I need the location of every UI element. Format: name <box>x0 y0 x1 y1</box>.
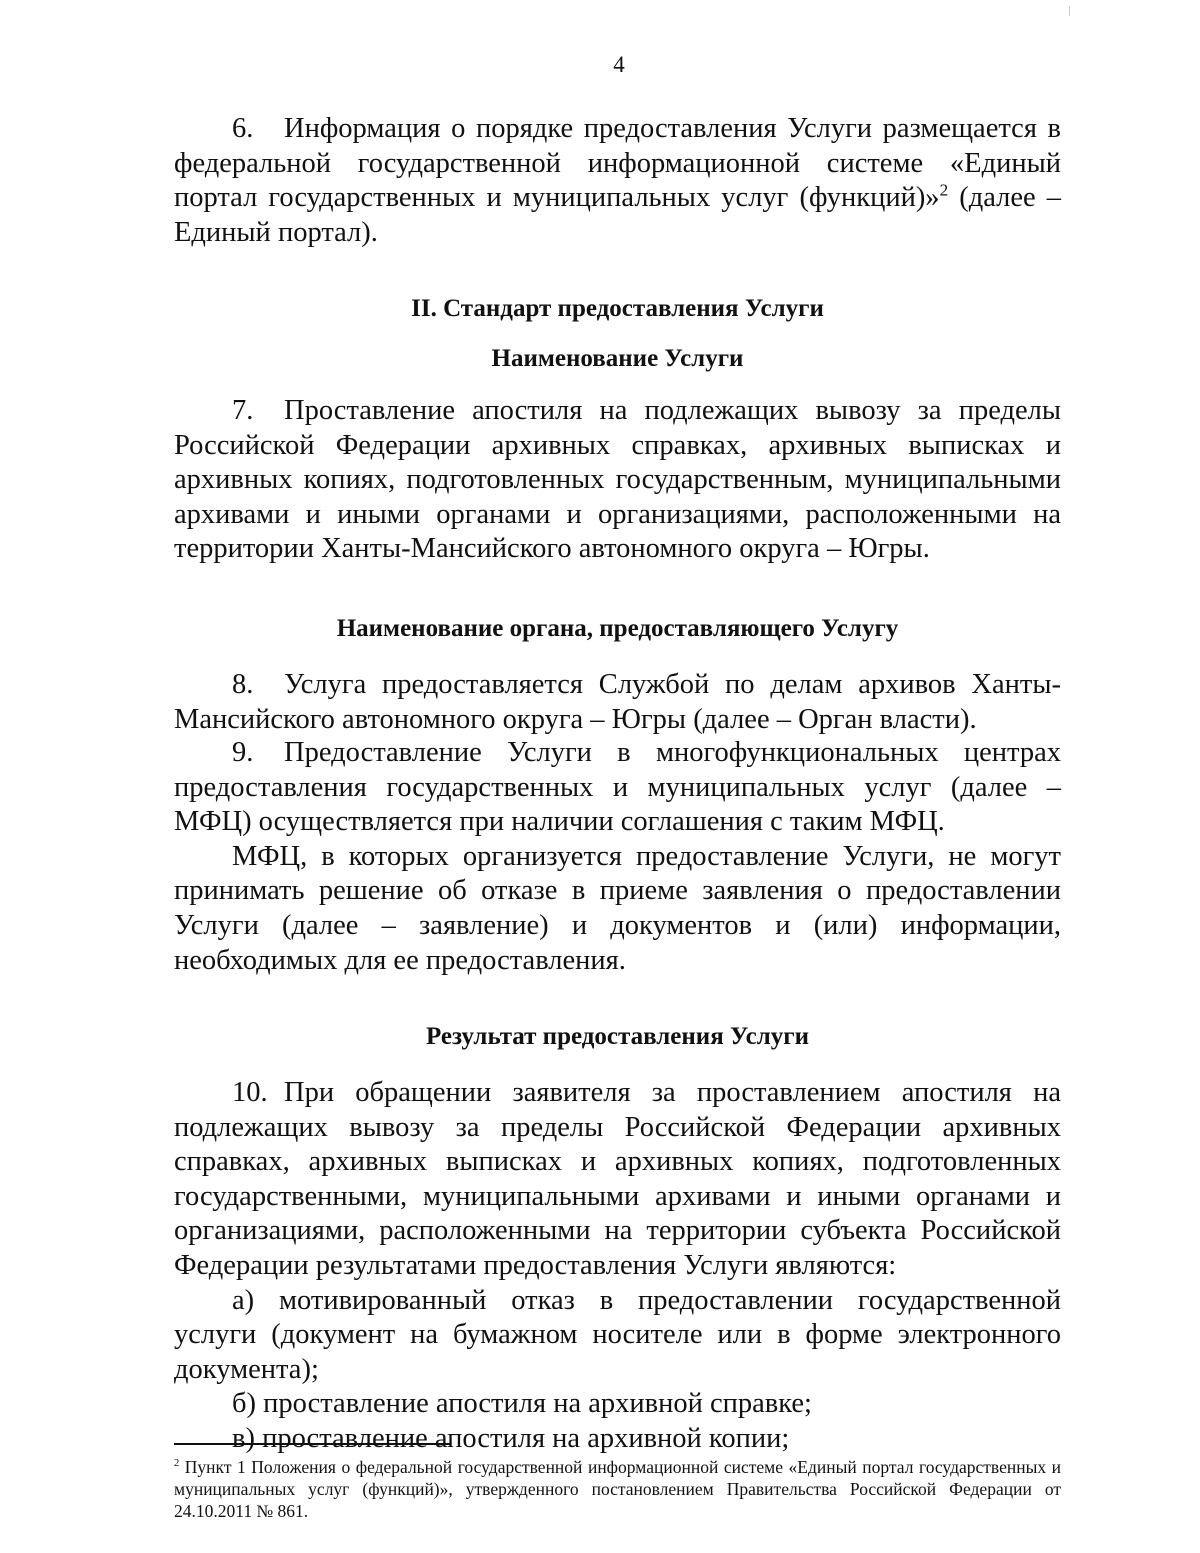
item-text: Услуга предоставляется Службой по делам архивов Ханты-Мансийского автономного округа – Югры (далее – Орган власти). <box>174 669 1061 735</box>
subheading-authority-block <box>174 612 1061 647</box>
item-text: Информация о порядке предоставления Услуги размещается в федеральной государственной информационной системе «Единый портал государственных и муниципальных услуг (функций)» <box>174 113 1061 214</box>
paragraph-mfc: МФЦ, в которых организуется предоставление Услуги, не могут принимать решение об отказе в приеме заявления о предоставлении Услуги (далее – заявление) и документов и (или) информации, необходимых для ее предоставления. <box>174 840 1061 976</box>
item-number: 8. <box>232 669 254 700</box>
sub-item-letter: б) <box>232 1388 256 1420</box>
item-number: 9. <box>232 737 254 768</box>
item-number: 7. <box>232 395 254 426</box>
section-heading <box>174 292 1061 327</box>
paragraph-item-7 <box>174 394 1061 567</box>
sub-item-a <box>174 1284 1061 1388</box>
sub-item-letter: в) <box>232 1422 255 1454</box>
footnote <box>174 1456 1061 1522</box>
sub-item-text: проставление апостиля на архивной копии; <box>262 1422 790 1454</box>
item-number: 10. <box>232 1077 268 1108</box>
scan-artifact <box>1069 6 1070 16</box>
subheading-service-name-block <box>174 342 1061 377</box>
sub-item-letter: а) <box>232 1284 255 1316</box>
heading-authority: Наименование органа, предоставляющего Услугу <box>336 615 899 642</box>
paragraph-item-10 <box>174 1076 1061 1457</box>
item-number: 6. <box>232 113 254 144</box>
heading-standard: II. Стандарт предоставления Услуги <box>411 295 824 322</box>
footnote-text: Пункт 1 Положения о федеральной государственной информационной системе «Единый портал государственных и муниципальных услуг (функций)», утвержденного постановлением Правительства Российской Федерации от 24.10.2011 № 861. <box>174 1457 1061 1521</box>
item-text-tail: (далее – Единый портал). <box>174 182 1061 248</box>
subheading-result-block <box>174 1020 1061 1055</box>
sub-item-text: проставление апостиля на архивной справке; <box>263 1388 812 1420</box>
sub-item-c <box>174 1422 1061 1457</box>
sub-item-text: мотивированный отказ в предоставлении государственной услуги (документ на бумажном носителе или в форме электронного документа); <box>174 1284 1062 1385</box>
item-text: Предоставление Услуги в многофункциональных центрах предоставления государственных и муниципальных услуг (далее – МФЦ) осуществляется при наличии соглашения с таким МФЦ. <box>174 737 1061 838</box>
sub-item-b <box>174 1387 1061 1422</box>
item-text: Проставление апостиля на подлежащих вывозу за пределы Российской Федерации архивных справках, архивных выписках и архивных копиях, подготовленных государственным, муниципальными архивами и иными органами и организациями, расположенными на территории Ханты-Мансийского автономного округа – Югры. <box>174 395 1061 565</box>
footnote-marker: 2 <box>174 1458 180 1470</box>
item-text: При обращении заявителя за проставлением апостиля на подлежащих вывозу за пределы Российской Федерации архивных справках, архивных выписках и архивных копиях, подготовленных государственными, муниципальными архивами и иными органами и организациями, расположенными на территории субъекта Российской Федерации результатами предоставления Услуги являются: <box>174 1077 1061 1281</box>
paragraph-item-8 <box>174 668 1061 737</box>
paragraph-item-6 <box>174 112 1061 250</box>
heading-service-name: Наименование Услуги <box>491 345 744 372</box>
footnote-divider <box>174 1443 450 1445</box>
heading-result: Результат предоставления Услуги <box>425 1023 809 1050</box>
footnote-ref: 2 <box>939 180 949 200</box>
paragraph-item-9 <box>174 736 1061 978</box>
page-number: 4 <box>613 52 625 77</box>
